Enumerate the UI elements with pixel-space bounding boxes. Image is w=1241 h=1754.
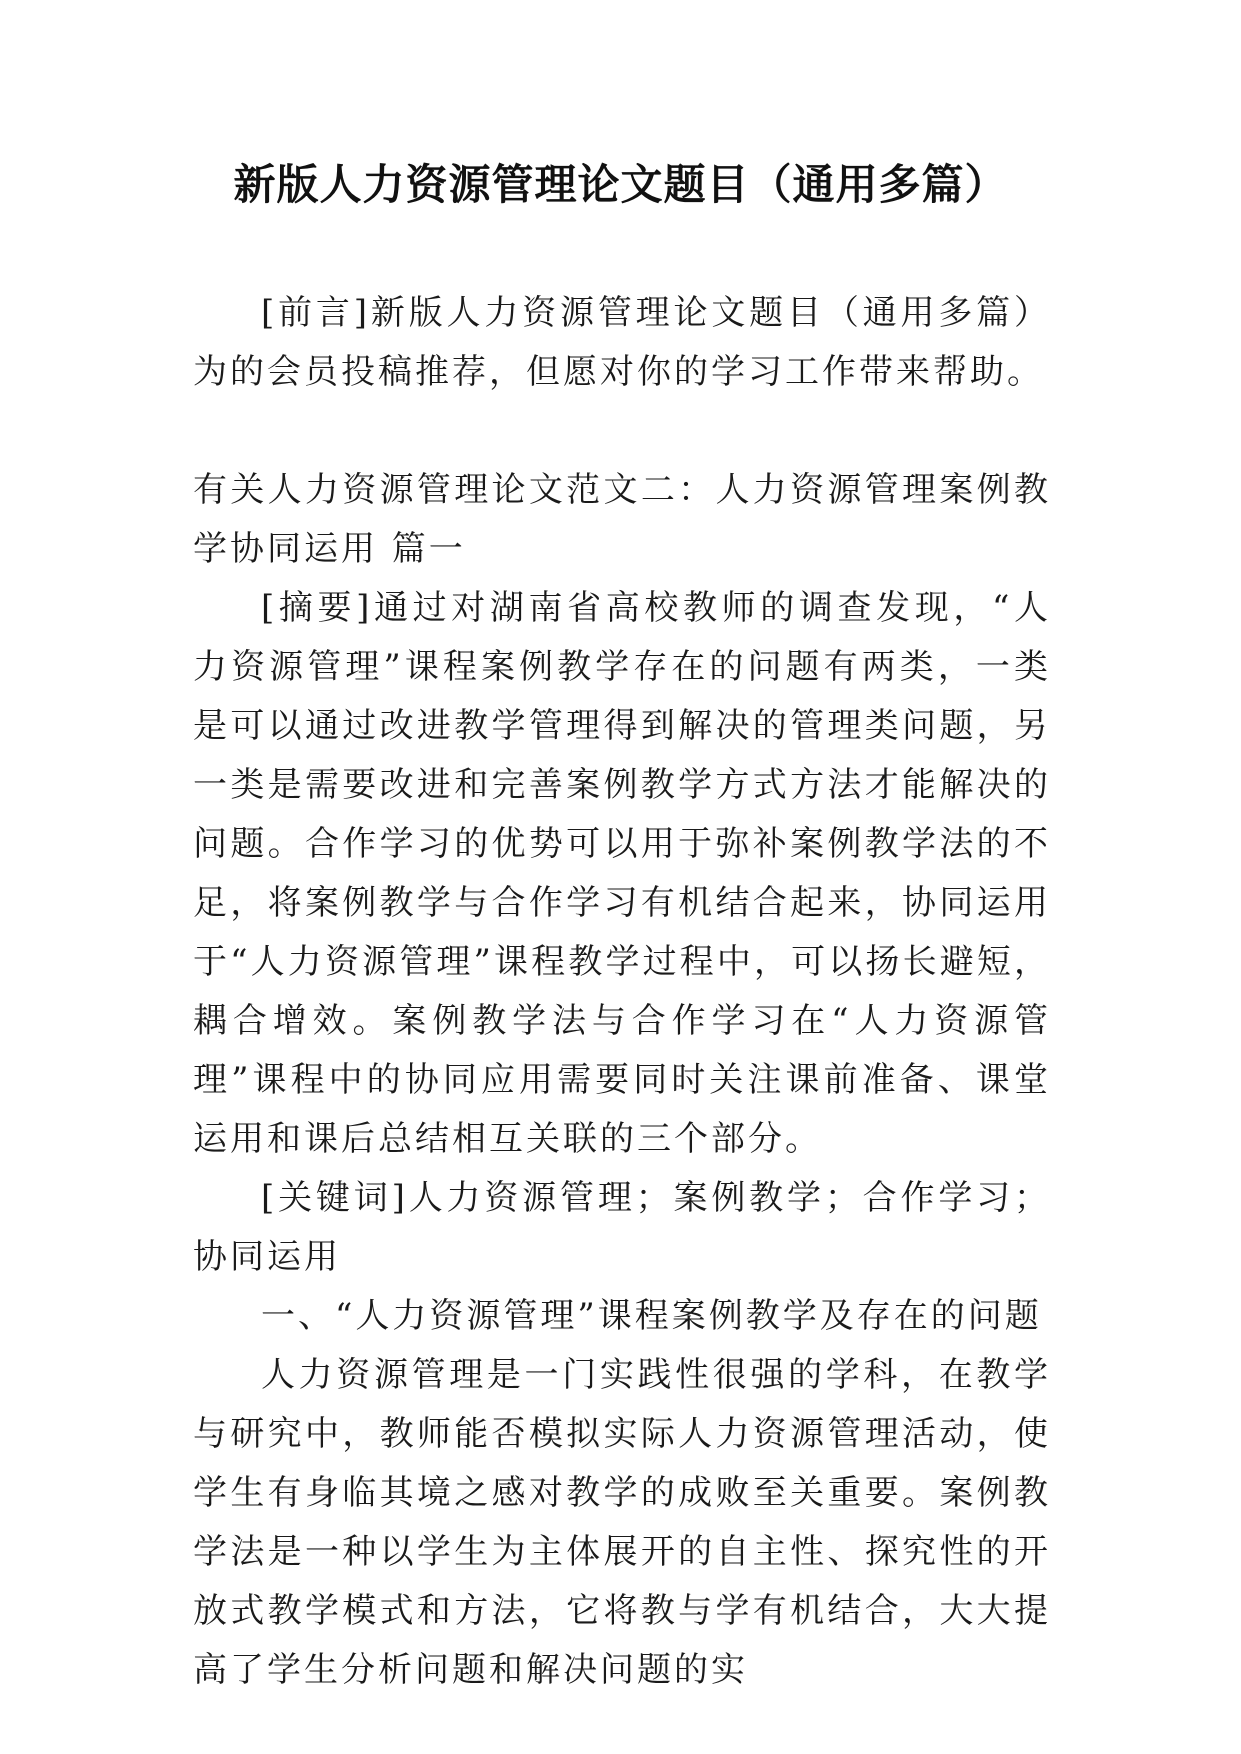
preface-paragraph: [前言]新版人力资源管理论文题目（通用多篇）为的会员投稿推荐，但愿对你的学习工作带来帮助。 [193,293,1051,392]
keywords-paragraph: [关键词]人力资源管理；案例教学；合作学习；协同运用 [193,1178,1051,1277]
document-body [193,284,1051,1700]
section-heading: 有关人力资源管理论文范文二：人力资源管理案例教学协同运用 篇一 [193,470,1051,569]
body-paragraph: 人力资源管理是一门实践性很强的学科，在教学与研究中，教师能否模拟实际人力资源管理活动，使学生有身临其境之感对教学的成败至关重要。案例教学法是一种以学生为主体展开的自主性、探究性的开放式教学模式和方法，它将教与学有机结合，大大提高了学生分析问题和解决问题的实 [193,1355,1051,1690]
chapter-heading: 一、“人力资源管理”课程案例教学及存在的问题 [261,1296,1042,1336]
document-title: 新版人力资源管理论文题目（通用多篇） [233,160,1008,209]
abstract-paragraph: [摘要]通过对湖南省高校教师的调查发现，“人力资源管理”课程案例教学存在的问题有两类，一类是可以通过改进教学管理得到解决的管理类问题，另一类是需要改进和完善案例教学方式方法才能解决的问题。合作学习的优势可以用于弥补案例教学法的不足，将案例教学与合作学习有机结合起来，协同运用于“人力资源管理”课程教学过程中，可以扬长避短，耦合增效。案例教学法与合作学习在“人力资源管理”课程中的协同应用需要同时关注课前准备、课堂运用和课后总结相互关联的三个部分。 [193,588,1051,1159]
